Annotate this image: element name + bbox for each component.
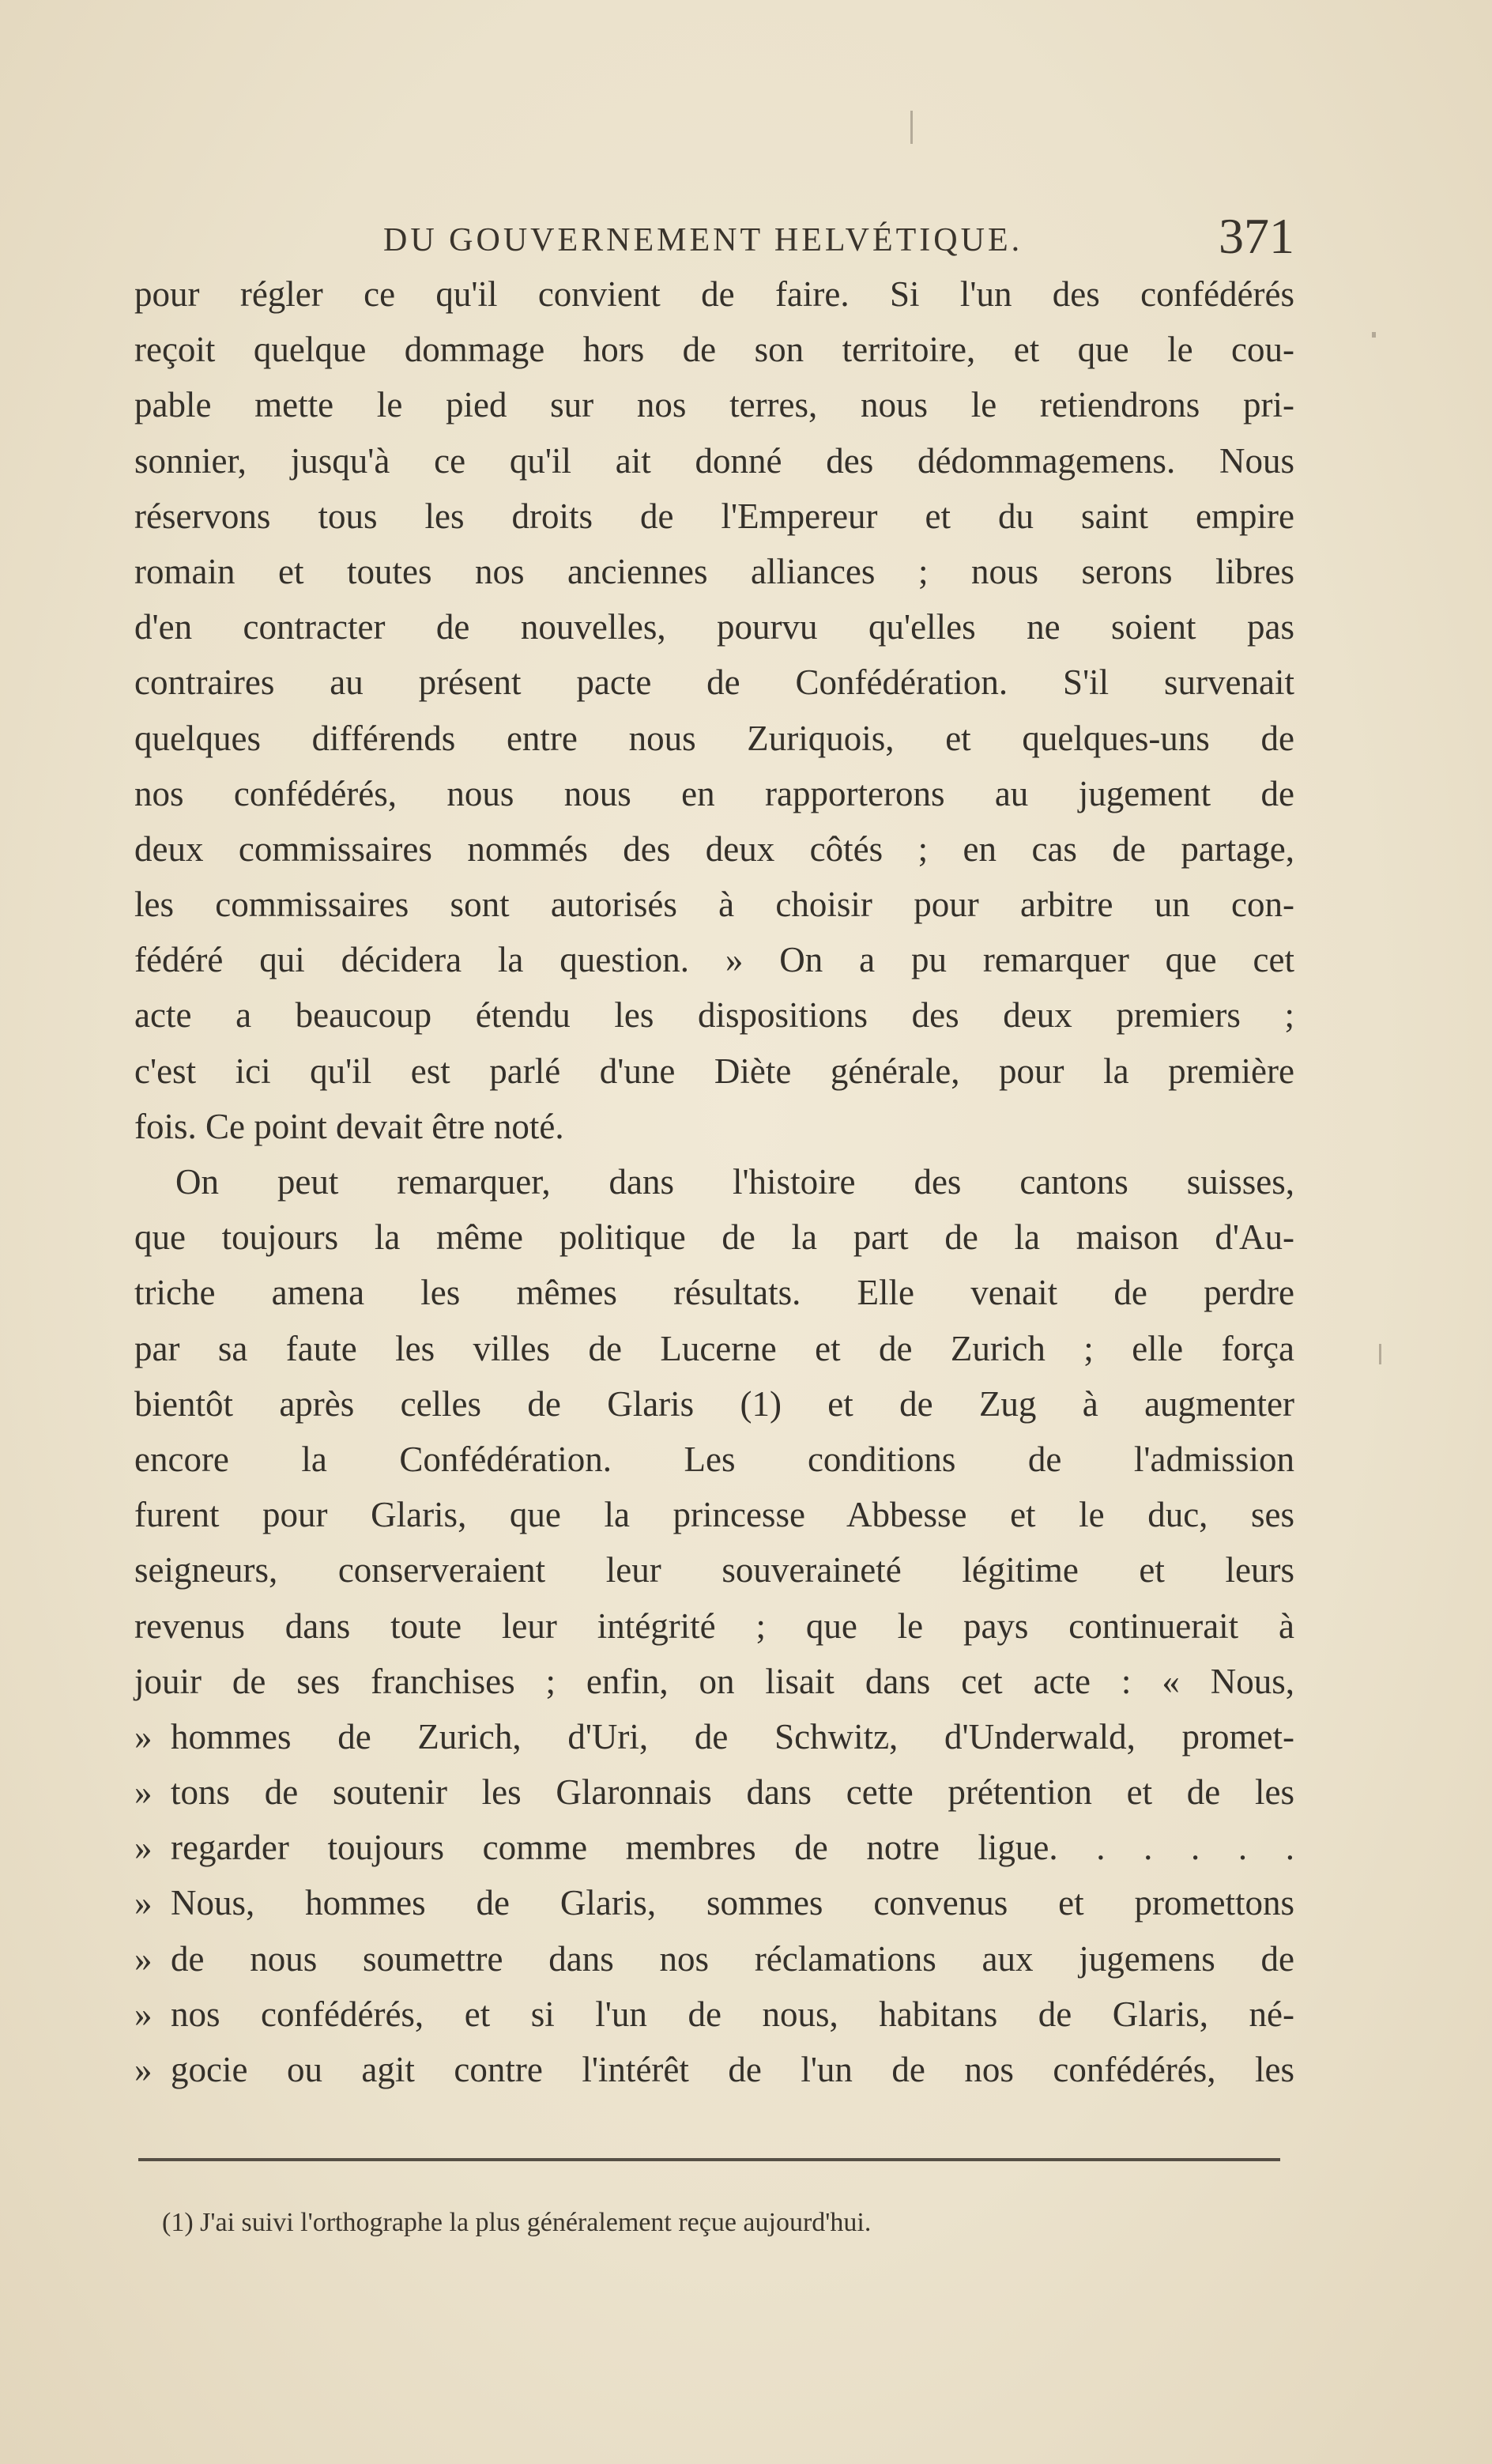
text-line: contraires au présent pacte de Confédération. S'il survenait (134, 662, 1294, 703)
quoted-line (134, 1820, 1294, 1875)
quote-mark: » (134, 1994, 153, 2034)
text-line: sonnier, jusqu'à ce qu'il ait donné des dédommagemens. Nous (134, 440, 1294, 481)
text-line: encore la Confédération. Les conditions de l'admission (134, 1439, 1294, 1479)
quoted-line (134, 1931, 1294, 1987)
margin-speck (910, 111, 913, 144)
page-number: 371 (1219, 208, 1294, 264)
text-line: d'en contracter de nouvelles, pourvu qu'elles ne soient pas (134, 607, 1294, 647)
quoted-line (134, 1709, 1294, 1764)
text-line: que toujours la même politique de la part de la maison d'Au- (134, 1217, 1294, 1258)
text-line: par sa faute les villes de Lucerne et de Zurich ; elle força (134, 1328, 1294, 1368)
quoted-line (134, 2042, 1294, 2097)
text-line: nos confédérés, nous nous en rapporterons au jugement de (134, 773, 1294, 813)
text-line: jouir de ses franchises ; enfin, on lisait dans cet acte : « Nous, (134, 1661, 1294, 1701)
quoted-text: gocie ou agit contre l'intérêt de l'un de nos confédérés, les (171, 2050, 1294, 2089)
quoted-line (134, 1764, 1294, 1820)
text-line: quelques différends entre nous Zuriquois, et quelques-uns de (134, 718, 1294, 758)
quote-mark: » (134, 1828, 153, 1868)
text-line: deux commissaires nommés des deux côtés ; en cas de partage, (134, 828, 1294, 869)
text-line: pour régler ce qu'il convient de faire. Si l'un des confédérés (134, 274, 1294, 314)
footnote-rule (138, 2158, 1280, 2161)
footnote: (1) J'ai suivi l'orthographe la plus généralement reçue aujourd'hui. (162, 2208, 872, 2237)
running-title: DU GOUVERNEMENT HELVÉTIQUE. (383, 222, 1023, 258)
text-line: bientôt après celles de Glaris (1) et de Zug à augmenter (134, 1383, 1294, 1424)
quote-mark: » (134, 1772, 153, 1813)
text-line: fédéré qui décidera la question. » On a pu remarquer que cet (134, 940, 1294, 980)
text-line: furent pour Glaris, que la princesse Abbesse et le duc, ses (134, 1495, 1294, 1535)
quoted-text: nos confédérés, et si l'un de nous, habitans de Glaris, né- (171, 1994, 1294, 2034)
text-line: fois. Ce point devait être noté. (134, 1106, 564, 1146)
quoted-line (134, 1875, 1294, 1930)
paragraph-first-line: On peut remarquer, dans l'histoire des cantons suisses, (175, 1162, 1294, 1202)
text-line: pable mette le pied sur nos terres, nous le retiendrons pri- (134, 385, 1294, 425)
text-line: triche amena les mêmes résultats. Elle venait de perdre (134, 1273, 1294, 1313)
text-line: c'est ici qu'il est parlé d'une Diète générale, pour la première (134, 1051, 1294, 1091)
text-line: réservons tous les droits de l'Empereur et du saint empire (134, 496, 1294, 536)
quote-mark: » (134, 1938, 153, 1979)
quoted-text: hommes de Zurich, d'Uri, de Schwitz, d'Underwald, promet- (171, 1716, 1294, 1756)
margin-speck (1379, 1344, 1381, 1364)
quoted-text: de nous soumettre dans nos réclamations aux jugemens de (171, 1938, 1294, 1979)
page-header (134, 207, 1294, 270)
quoted-text: tons de soutenir les Glaronnais dans cette prétention et de les (171, 1772, 1294, 1813)
body-text (134, 266, 1294, 2097)
text-line: revenus dans toute leur intégrité ; que le pays continuerait à (134, 1606, 1294, 1646)
text-line: reçoit quelque dommage hors de son territoire, et que le cou- (134, 330, 1294, 370)
text-line: seigneurs, conserveraient leur souveraineté légitime et leurs (134, 1550, 1294, 1590)
quoted-text: Nous, hommes de Glaris, sommes convenus et promettons (171, 1883, 1294, 1923)
text-line: romain et toutes nos anciennes alliances ; nous serons libres (134, 551, 1294, 591)
quote-mark: » (134, 2050, 153, 2089)
quote-mark: » (134, 1716, 153, 1756)
quoted-line (134, 1987, 1294, 2042)
quote-mark: » (134, 1883, 153, 1923)
quoted-text: regarder toujours comme membres de notre ligue. . . . . . (171, 1828, 1294, 1868)
margin-speck (1372, 332, 1376, 338)
text-line: acte a beaucoup étendu les dispositions des deux premiers ; (134, 995, 1294, 1036)
text-line: les commissaires sont autorisés à choisir pour arbitre un con- (134, 885, 1294, 925)
